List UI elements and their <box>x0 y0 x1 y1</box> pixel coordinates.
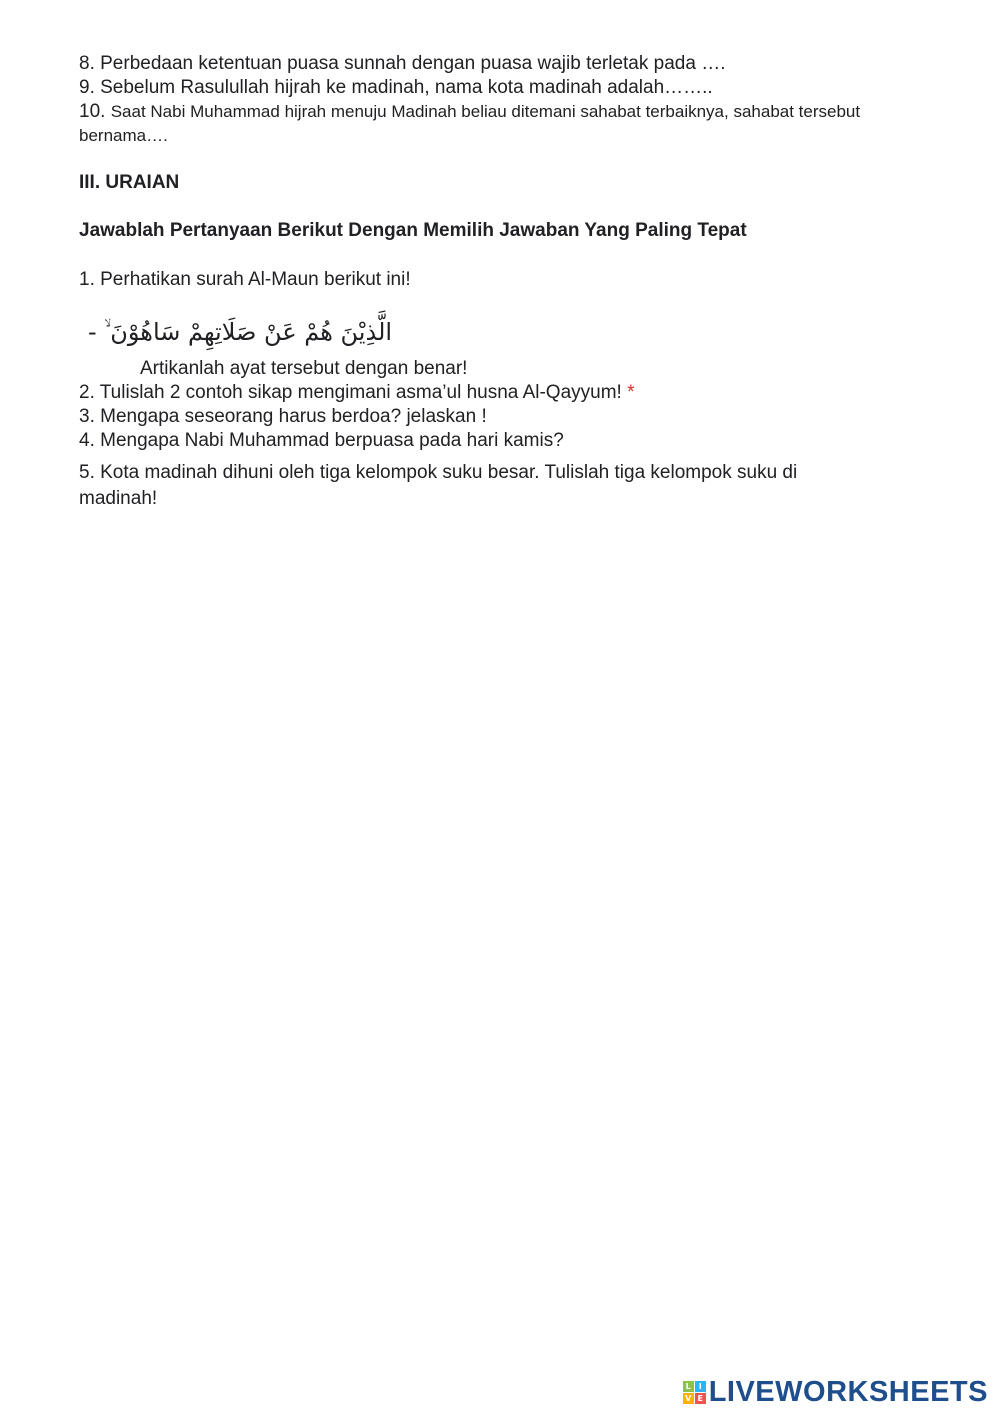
essay-question-4: 4. Mengapa Nabi Muhammad berpuasa pada hari kamis? <box>79 430 564 451</box>
logo-letter: L <box>683 1381 694 1392</box>
question-10-number: 10. <box>79 101 106 122</box>
section-instruction: Jawablah Pertanyaan Berikut Dengan Memilih Jawaban Yang Paling Tepat <box>79 220 747 241</box>
essay-question-3: 3. Mengapa seseorang harus berdoa? jelaskan ! <box>79 406 487 427</box>
liveworksheets-brand-name: LIVEWORKSHEETS <box>708 1376 988 1408</box>
essay-question-2-text: 2. Tulislah 2 contoh sikap mengimani asma’ul husna Al-Qayyum! <box>79 382 622 403</box>
question-10-text: Saat Nabi Muhammad hijrah menuju Madinah beliau ditemani sahabat terbaiknya, sahabat tersebut bernama…. <box>79 102 861 145</box>
liveworksheets-brand <box>683 1377 988 1407</box>
logo-letter: E <box>695 1393 706 1404</box>
section-heading: III. URAIAN <box>79 172 180 193</box>
essay-question-1: 1. Perhatikan surah Al-Maun berikut ini! <box>79 269 411 290</box>
essay-question-5: 5. Kota madinah dihuni oleh tiga kelompok suku besar. Tulislah tiga kelompok suku di madinah! <box>79 462 798 509</box>
logo-letter: V <box>683 1393 694 1404</box>
question-9: 9. Sebelum Rasulullah hijrah ke madinah, nama kota madinah adalah…….. <box>79 77 713 98</box>
essay-question-1-instruction: Artikanlah ayat tersebut dengan benar! <box>140 358 468 379</box>
question-8: 8. Perbedaan ketentuan puasa sunnah dengan puasa wajib terletak pada …. <box>79 53 726 74</box>
logo-letter: I <box>695 1381 706 1392</box>
required-asterisk: * <box>627 382 635 403</box>
question-10 <box>79 100 879 148</box>
liveworksheets-logo-icon <box>683 1381 706 1404</box>
arabic-verse: الَّذِيْنَ هُمْ عَنْ صَلَاتِهِمْ سَاهُوْنَ ۙ - <box>88 318 393 346</box>
essay-question-2 <box>79 381 635 405</box>
